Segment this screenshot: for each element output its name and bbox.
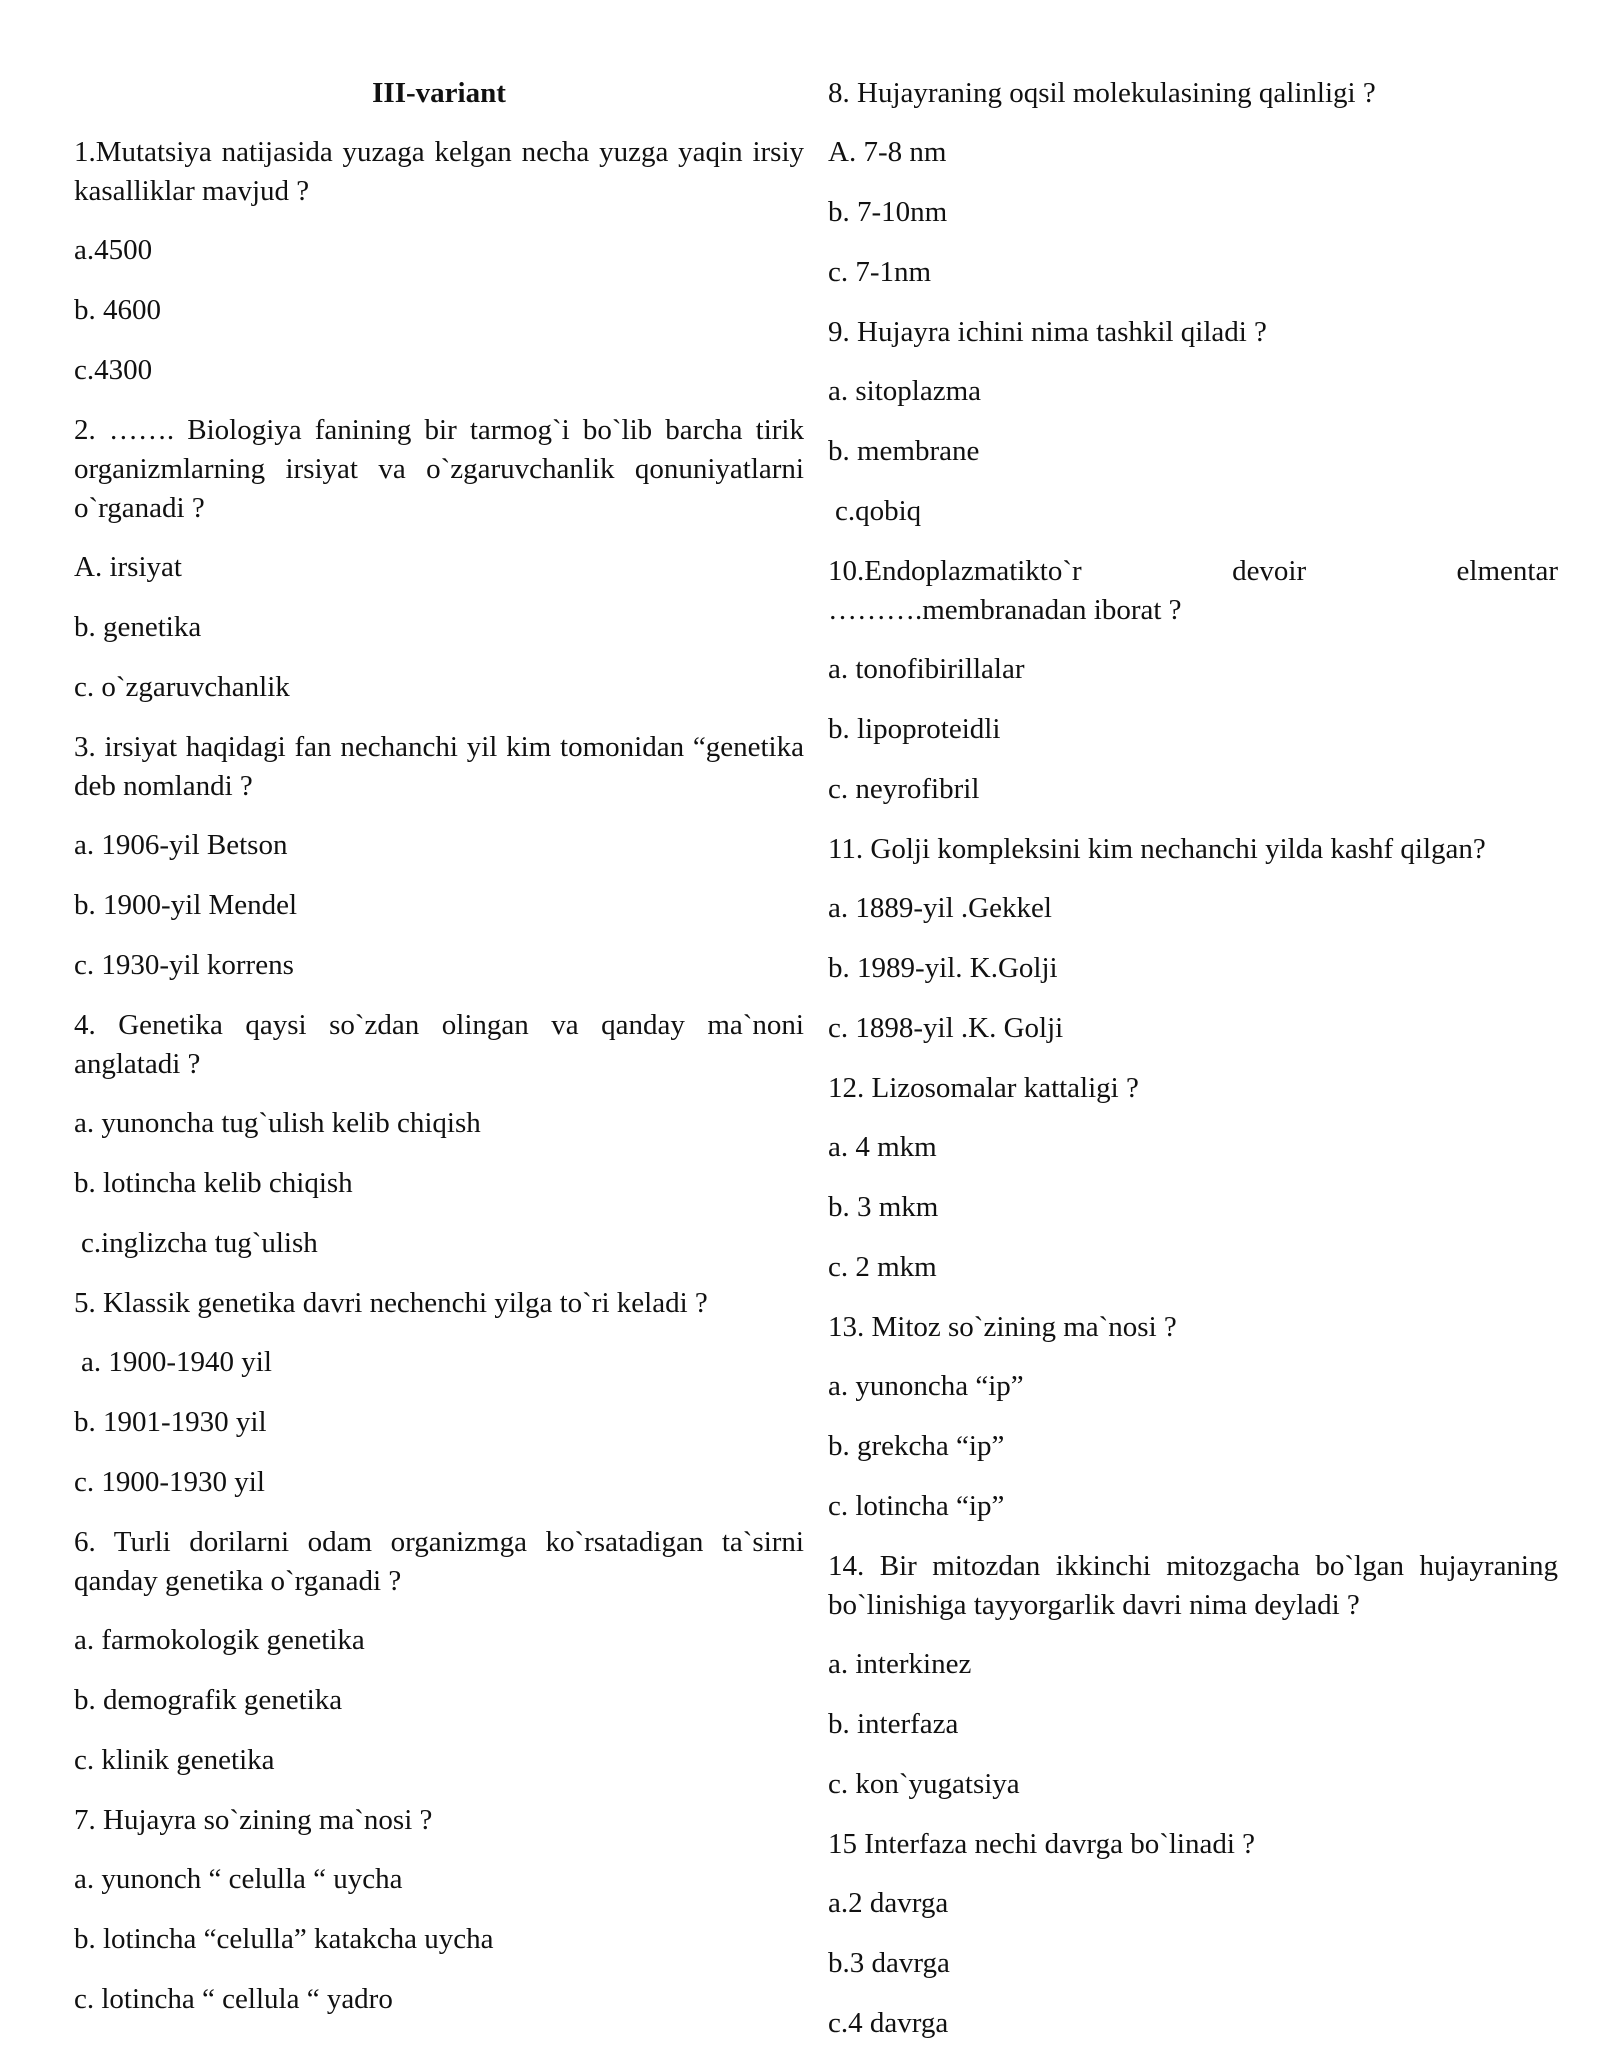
- question-4-option-a: a. yunoncha tug`ulish kelib chiqish: [74, 1107, 481, 1139]
- question-2-option-c: c. o`zgaruvchanlik: [74, 671, 290, 703]
- question-14-option-b: b. interfaza: [828, 1708, 959, 1740]
- question-13-option-a: a. yunoncha “ip”: [828, 1370, 1024, 1402]
- question-9-option-c: c.qobiq: [835, 495, 922, 527]
- right-column: [828, 74, 1558, 2064]
- question-4-option-c: c.inglizcha tug`ulish: [81, 1227, 318, 1259]
- question-10-option-c: c. neyrofibril: [828, 773, 980, 805]
- question-1-option-b: b. 4600: [74, 294, 161, 326]
- question-6-option-a: a. farmokologik genetika: [74, 1624, 365, 1656]
- question-1-option-c: c.4300: [74, 354, 153, 386]
- question-6-option-c: c. klinik genetika: [74, 1744, 275, 1776]
- question-3-option-a: a. 1906-yil Betson: [74, 829, 288, 861]
- question-9: 9. Hujayra ichini nima tashkil qiladi ?: [828, 316, 1267, 348]
- left-column: [74, 74, 804, 2040]
- question-8: 8. Hujayraning oqsil molekulasining qalinligi ?: [828, 77, 1376, 109]
- question-11-option-b: b. 1989-yil. K.Golji: [828, 952, 1058, 984]
- question-7-option-c: c. lotincha “ cellula “ yadro: [74, 1983, 393, 2015]
- question-15-option-c: c.4 davrga: [828, 2007, 949, 2039]
- question-2-option-b: b. genetika: [74, 611, 202, 643]
- question-10-part-2: devoir: [1232, 555, 1307, 587]
- question-13-option-c: c. lotincha “ip”: [828, 1490, 1005, 1522]
- question-10-option-a: a. tonofibirillalar: [828, 653, 1025, 685]
- question-5-option-c: c. 1900-1930 yil: [74, 1466, 265, 1498]
- question-13: 13. Mitoz so`zining ma`nosi ?: [828, 1311, 1177, 1343]
- question-8-option-b: b. 7-10nm: [828, 196, 948, 228]
- question-3-option-c: c. 1930-yil korrens: [74, 949, 294, 981]
- question-9-option-a: a. sitoplazma: [828, 375, 982, 407]
- question-12-option-c: c. 2 mkm: [828, 1251, 937, 1283]
- question-10: [828, 552, 1558, 630]
- question-1-option-a: a.4500: [74, 234, 153, 266]
- question-2-option-a: A. irsiyat: [74, 551, 182, 583]
- question-14-option-c: c. kon`yugatsiya: [828, 1768, 1020, 1800]
- question-10-part-3: elmentar: [1456, 555, 1558, 587]
- question-7-option-b: b. lotincha “celulla” katakcha uycha: [74, 1923, 494, 1955]
- question-5: 5. Klassik genetika davri nechenchi yilga to`ri keladi ?: [74, 1287, 708, 1319]
- question-15-option-b: b.3 davrga: [828, 1947, 950, 1979]
- question-14: 14. Bir mitozdan ikkinchi mitozgacha bo`lgan hujayraning bo`linishiga tayyorgarlik davri nima deyladi ?: [828, 1550, 1558, 1621]
- question-11-option-c: c. 1898-yil .K. Golji: [828, 1012, 1064, 1044]
- question-12: 12. Lizosomalar kattaligi ?: [828, 1072, 1139, 1104]
- question-15-option-a: a.2 davrga: [828, 1887, 949, 1919]
- question-8-option-c: c. 7-1nm: [828, 256, 932, 288]
- question-10-option-b: b. lipoproteidli: [828, 713, 1001, 745]
- question-15: 15 Interfaza nechi davrga bo`linadi ?: [828, 1828, 1256, 1860]
- question-3: 3. irsiyat haqidagi fan nechanchi yil kim tomonidan “genetika deb nomlandi ?: [74, 731, 804, 802]
- document-title: III-variant: [372, 77, 506, 109]
- question-4-option-b: b. lotincha kelib chiqish: [74, 1167, 353, 1199]
- question-7: 7. Hujayra so`zining ma`nosi ?: [74, 1804, 433, 1836]
- question-10-line-2: ……….membranadan iborat ?: [828, 594, 1182, 626]
- question-5-option-a: a. 1900-1940 yil: [81, 1346, 272, 1378]
- question-5-option-b: b. 1901-1930 yil: [74, 1406, 267, 1438]
- question-6: 6. Turli dorilarni odam organizmga ko`rsatadigan ta`sirni qanday genetika o`rganadi ?: [74, 1526, 804, 1597]
- question-1: 1.Mutatsiya natijasida yuzaga kelgan necha yuzga yaqin irsiy kasalliklar mavjud ?: [74, 136, 804, 207]
- question-11-option-a: a. 1889-yil .Gekkel: [828, 892, 1052, 924]
- question-10-line-1: [828, 552, 1558, 591]
- question-12-option-a: a. 4 mkm: [828, 1131, 937, 1163]
- question-7-option-a: a. yunonch “ celulla “ uycha: [74, 1863, 403, 1895]
- question-9-option-b: b. membrane: [828, 435, 980, 467]
- question-4: 4. Genetika qaysi so`zdan olingan va qanday ma`noni anglatadi ?: [74, 1009, 804, 1080]
- question-13-option-b: b. grekcha “ip”: [828, 1430, 1005, 1462]
- question-8-option-a: A. 7-8 nm: [828, 136, 947, 168]
- question-14-option-a: a. interkinez: [828, 1648, 972, 1680]
- question-10-part-1: 10.Endoplazmatikto`r: [828, 555, 1082, 587]
- question-11: 11. Golji kompleksini kim nechanchi yilda kashf qilgan?: [828, 833, 1486, 865]
- question-3-option-b: b. 1900-yil Mendel: [74, 889, 298, 921]
- question-12-option-b: b. 3 mkm: [828, 1191, 939, 1223]
- question-6-option-b: b. demografik genetika: [74, 1684, 343, 1716]
- question-2: 2. ……. Biologiya fanining bir tarmog`i bo`lib barcha tirik organizmlarning irsiyat va o`zgaruvchanlik qonuniyatlarni o`rganadi ?: [74, 414, 804, 524]
